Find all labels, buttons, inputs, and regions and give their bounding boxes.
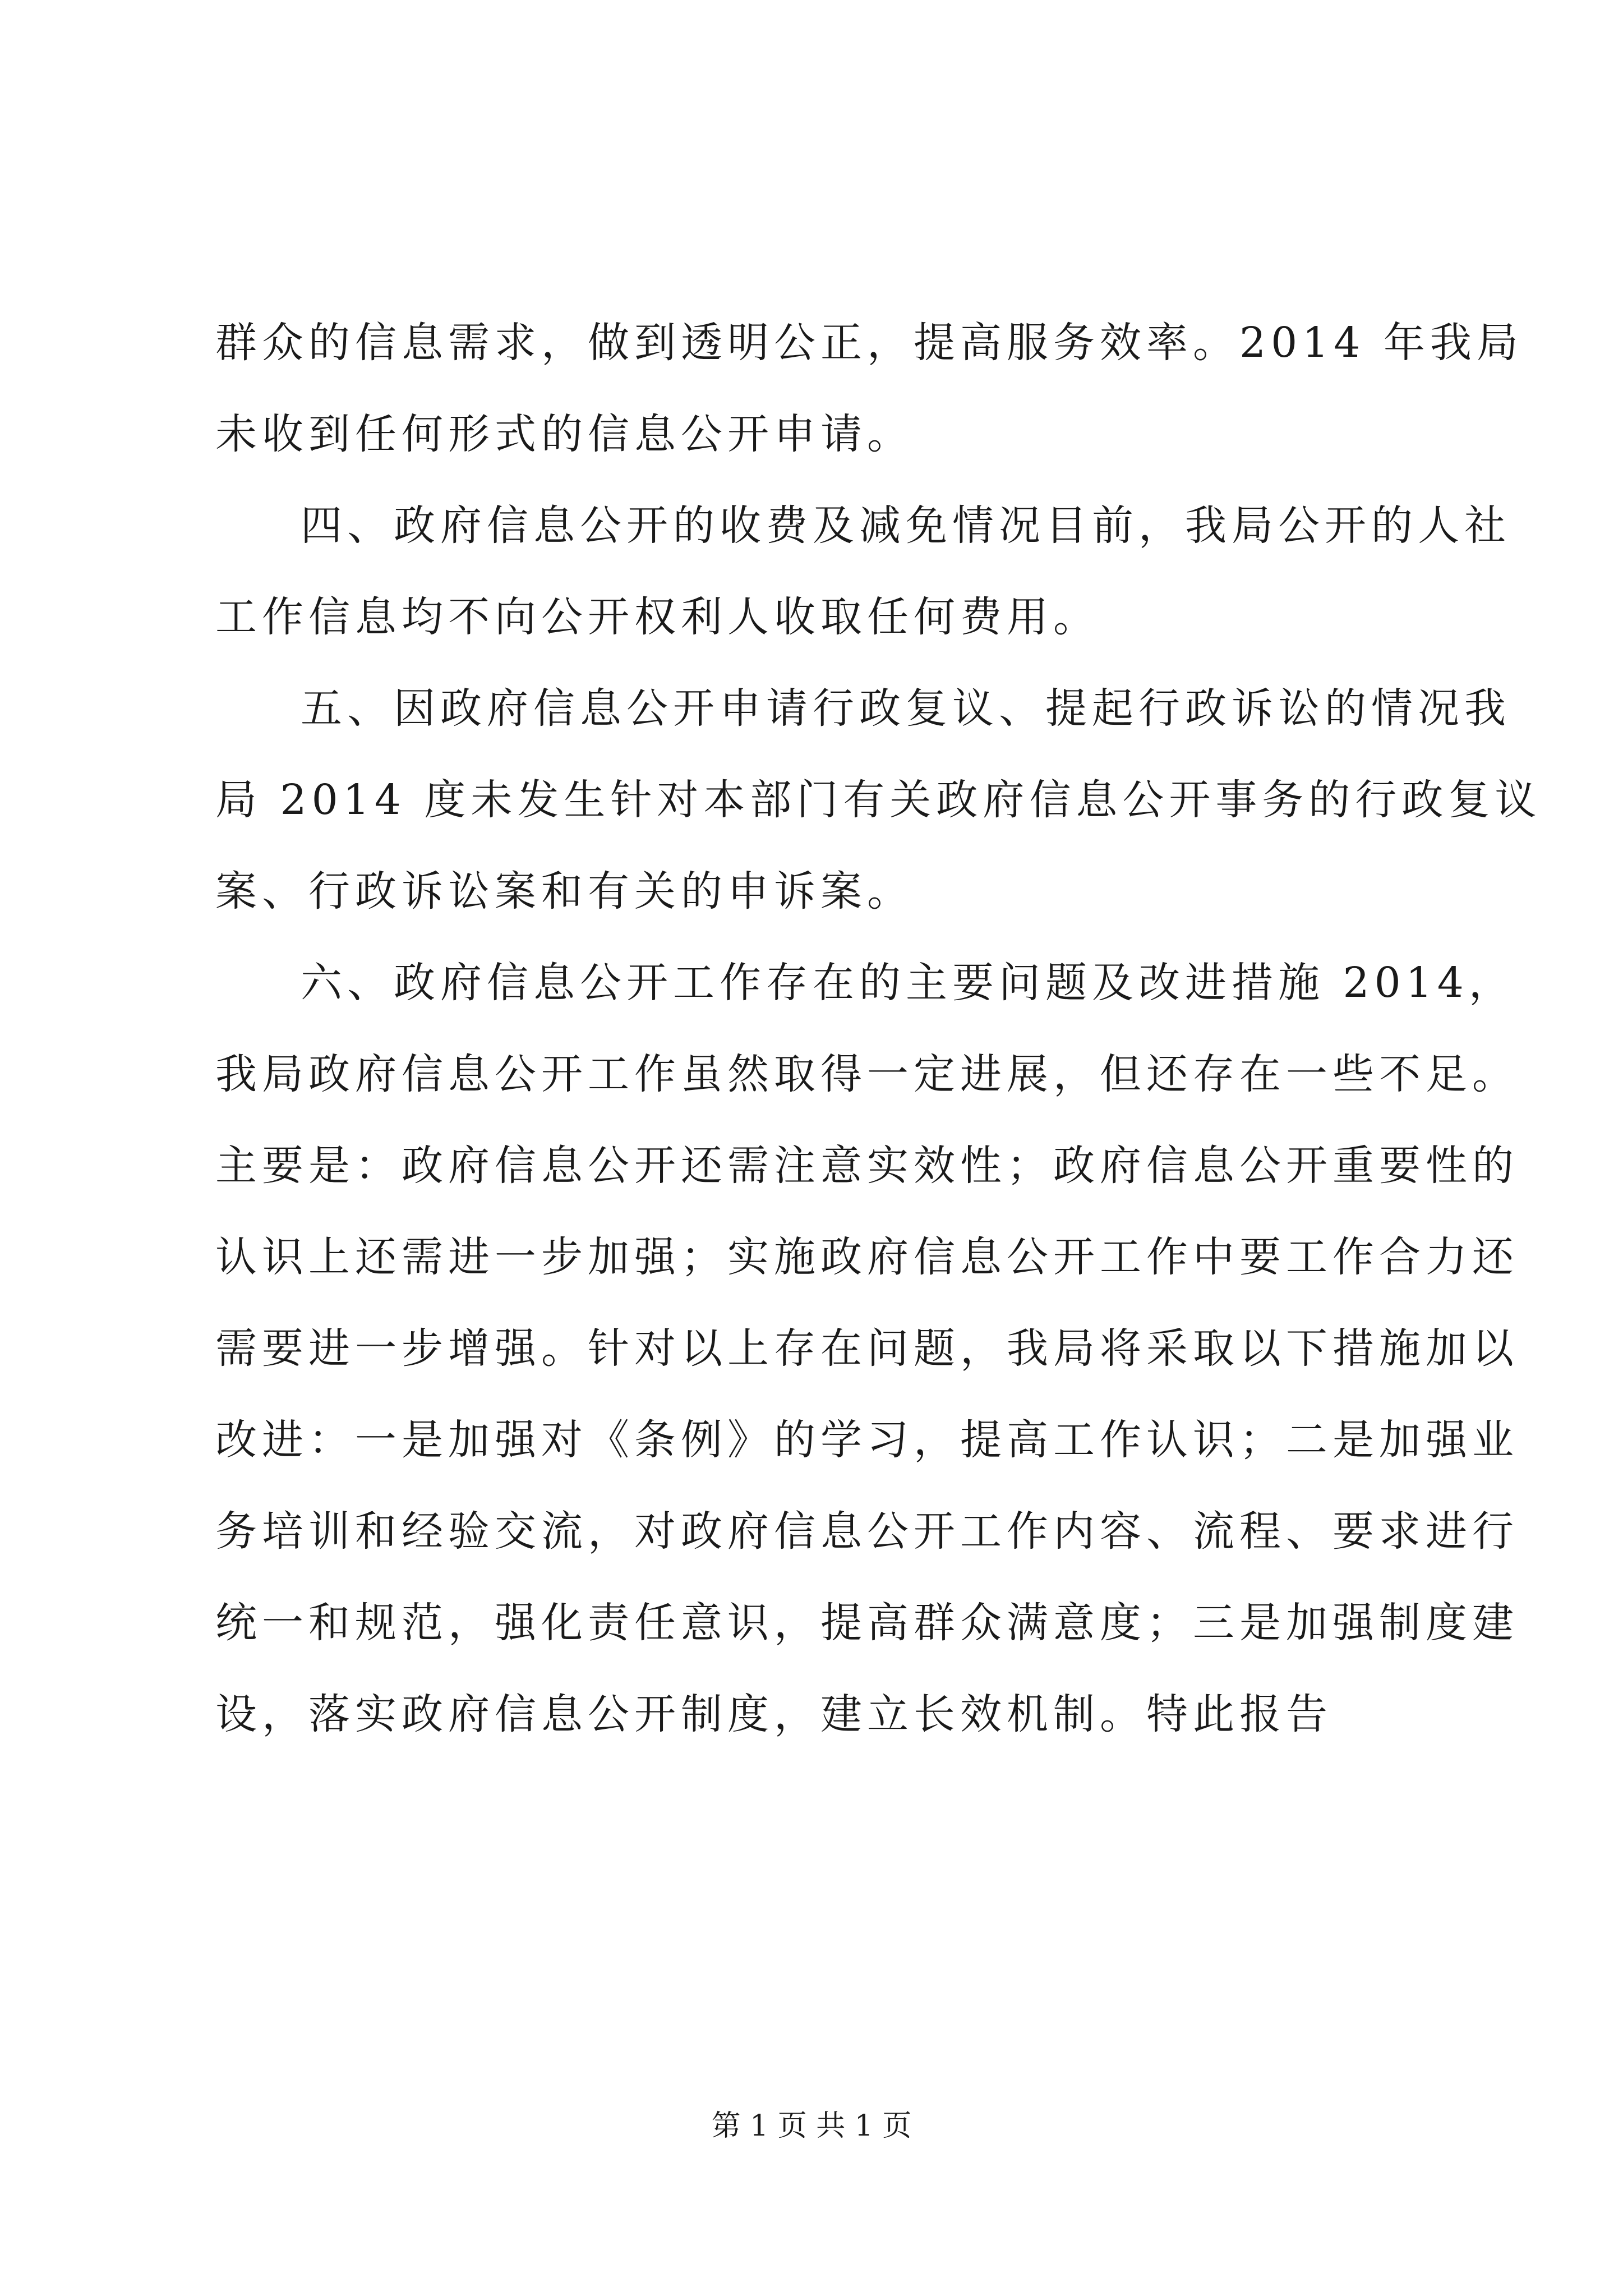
text-line: 五、因政府信息公开申请行政复议、提起行政诉讼的情况我 bbox=[301, 684, 1511, 733]
text-line: 群众的信息需求，做到透明公正，提高服务效率。2014 年我局 bbox=[215, 319, 1523, 367]
text-line: 需要进一步增强。针对以上存在问题，我局将采取以下措施加以 bbox=[215, 1324, 1519, 1373]
text-line: 认识上还需进一步加强；实施政府信息公开工作中要工作合力还 bbox=[215, 1233, 1519, 1281]
text-line: 改进：一是加强对《条例》的学习，提高工作认识；二是加强业 bbox=[215, 1416, 1519, 1464]
text-line: 案、行政诉讼案和有关的申诉案。 bbox=[215, 867, 914, 915]
text-line: 设，落实政府信息公开制度，建立长效机制。特此报告 bbox=[215, 1690, 1332, 1738]
text-line: 四、政府信息公开的收费及减免情况目前，我局公开的人社 bbox=[301, 501, 1511, 550]
text-line: 局 2014 度未发生针对本部门有关政府信息公开事务的行政复议 bbox=[215, 776, 1542, 824]
text-line: 未收到任何形式的信息公开申请。 bbox=[215, 410, 914, 458]
text-line: 工作信息均不向公开权利人收取任何费用。 bbox=[215, 593, 1100, 641]
text-line: 我局政府信息公开工作虽然取得一定进展，但还存在一些不足。 bbox=[215, 1050, 1519, 1098]
text-line: 务培训和经验交流，对政府信息公开工作内容、流程、要求进行 bbox=[215, 1507, 1519, 1556]
text-line: 主要是：政府信息公开还需注意实效性；政府信息公开重要性的 bbox=[215, 1142, 1519, 1190]
page-number-footer: 第 1 页 共 1 页 bbox=[711, 2109, 912, 2143]
text-line: 六、政府信息公开工作存在的主要问题及改进措施 2014， bbox=[301, 959, 1515, 1007]
text-line: 统一和规范，强化责任意识，提高群众满意度；三是加强制度建 bbox=[215, 1599, 1519, 1647]
document-body bbox=[215, 297, 1542, 1760]
